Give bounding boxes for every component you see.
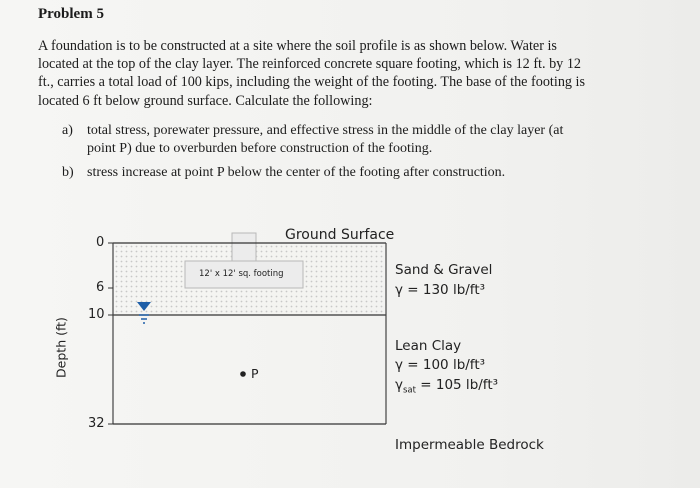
point-p-label: P <box>251 366 259 381</box>
lean-clay-name: Lean Clay <box>395 338 462 354</box>
sand-gravel-name: Sand & Gravel <box>395 262 493 278</box>
problem-title: Problem 5 <box>38 6 104 22</box>
depth-tick-label: 10 <box>88 307 105 322</box>
bedrock-name: Impermeable Bedrock <box>395 437 544 453</box>
gamma-sat-value: = 105 lb/ft³ <box>415 377 499 393</box>
question-letter: b) <box>62 165 74 180</box>
depth-tick-label: 6 <box>96 280 105 295</box>
statement-line: ft., carries a total load of 100 kips, including the weight of the footing. The base of the footing is <box>38 74 586 91</box>
question-line: point P) due to overburden before construction of the footing. <box>87 141 433 156</box>
depth-tick-label: 0 <box>96 235 105 250</box>
lean-clay-unit-weight: γ = 100 lb/ft³ <box>395 357 486 373</box>
ground-surface-label: Ground Surface <box>285 227 395 243</box>
question-line: stress increase at point P below the center of the footing after construction. <box>87 165 506 180</box>
lean-clay-saturated-unit-weight <box>395 377 498 396</box>
question-line: total stress, porewater pressure, and effective stress in the middle of the clay layer (at <box>87 123 564 138</box>
statement-line: A foundation is to be constructed at a site where the soil profile is as shown below. Water is <box>38 38 557 54</box>
gamma-subscript: sat <box>403 385 416 396</box>
depth-tick-label: 32 <box>88 416 105 431</box>
statement-line: located 6 ft below ground surface. Calculate the following: <box>38 92 373 109</box>
question-letter: a) <box>62 123 73 138</box>
sand-gravel-unit-weight: γ = 130 lb/ft³ <box>395 282 486 298</box>
statement-line: located at the top of the clay layer. The reinforced concrete square footing, which is 12 ft. by 12 <box>38 56 582 73</box>
gamma-symbol: γ <box>395 377 403 393</box>
footing-column <box>232 233 256 261</box>
point-p-marker <box>240 371 246 377</box>
footing-label: 12' x 12' sq. footing <box>199 269 284 279</box>
depth-axis-label: Depth (ft) <box>53 317 69 378</box>
